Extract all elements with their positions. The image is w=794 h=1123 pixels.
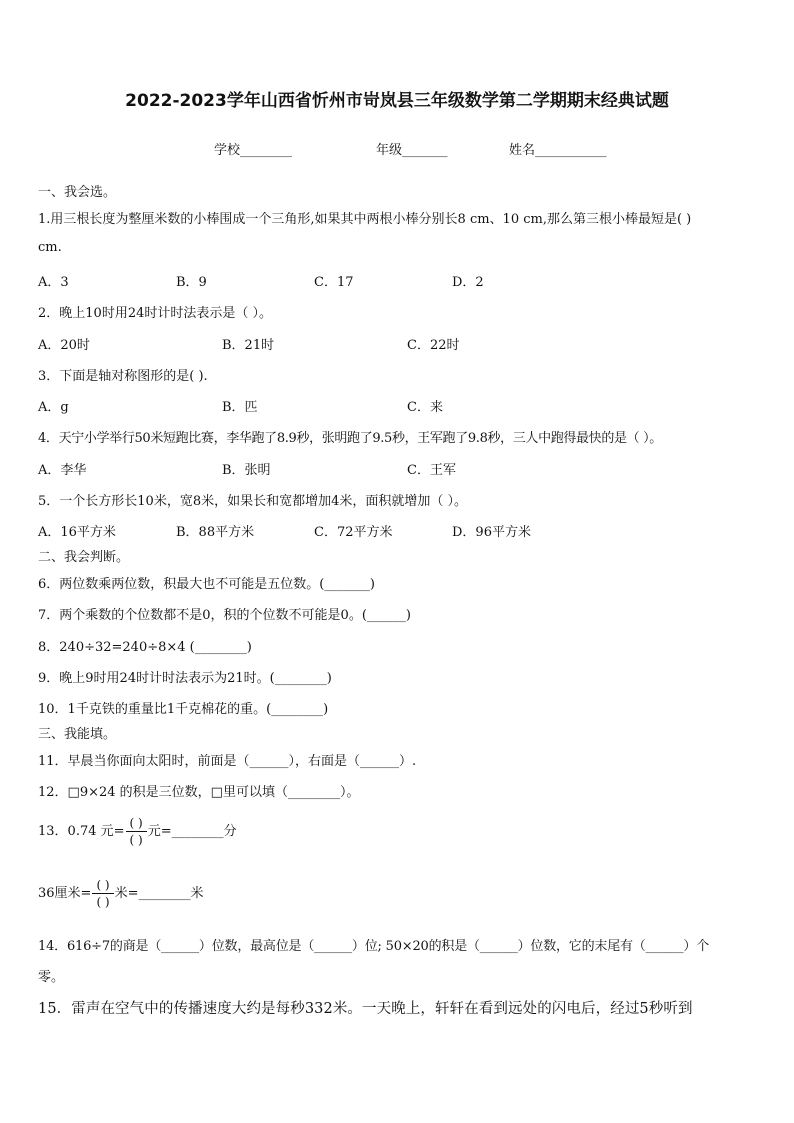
q2-option-b: B．21时 xyxy=(222,338,275,353)
question-14-continued: 零。 xyxy=(38,970,65,985)
section-fill: 三、我能填。 xyxy=(38,727,117,742)
question-2: 2．晚上10时用24时计时法表示是（ ）。 xyxy=(38,306,272,321)
q3-option-b: B．匹 xyxy=(222,400,258,415)
q5-option-a: A．16平方米 xyxy=(38,525,116,540)
q4-option-c: C．王军 xyxy=(407,463,456,478)
section-judge: 二、我会判断。 xyxy=(38,550,130,565)
q3-option-a: A．g xyxy=(38,400,69,415)
q5-option-b: B．88平方米 xyxy=(176,525,255,540)
question-1: 1.用三根长度为整厘米数的小棒围成一个三角形,如果其中两根小棒分别长8 cm、10 cm,那么第三根小棒最短是( ) xyxy=(38,212,692,227)
q13-fraction-denominator: ( ) xyxy=(129,833,143,847)
q13b-fraction xyxy=(92,877,113,910)
q13-prefix: 13．0.74 元= xyxy=(38,824,125,839)
question-13 xyxy=(38,815,237,848)
question-9: 9．晚上9时用24时计时法表示为21时。(________) xyxy=(38,671,332,686)
q1-option-d: D．2 xyxy=(452,275,484,290)
q13b-fraction-denominator: ( ) xyxy=(96,895,110,909)
question-14: 14．616÷7的商是（______）位数，最高位是（______）位; 50×20的积是（______）位数，它的末尾有（______）个 xyxy=(38,939,710,954)
question-4: 4．天宁小学举行50米短跑比赛，李华跑了8.9秒，张明跑了9.5秒，王军跑了9.8秒，三人中跑得最快的是（ ）。 xyxy=(38,431,662,446)
grade-field: 年级_______ xyxy=(376,143,448,158)
question-10: 10．1千克铁的重量比1千克棉花的重。(________) xyxy=(38,702,329,717)
q13-fraction xyxy=(126,815,147,848)
question-5: 5．一个长方形长10米，宽8米，如果长和宽都增加4米，面积就增加（ ）。 xyxy=(38,494,467,509)
q1-option-b: B．9 xyxy=(176,275,207,290)
question-12: 12．□9×24 的积是三位数，□里可以填（________）。 xyxy=(38,785,360,800)
q5-option-d: D．96平方米 xyxy=(452,525,531,540)
q13-fraction-numerator: ( ) xyxy=(126,815,147,832)
question-8: 8．240÷32=240÷8×4 (________) xyxy=(38,640,252,655)
question-3: 3．下面是轴对称图形的是( ). xyxy=(38,369,208,384)
q1-option-c: C．17 xyxy=(314,275,354,290)
question-11: 11．早晨当你面向太阳时，前面是（______），右面是（______）. xyxy=(38,754,417,769)
q3-option-c: C．来 xyxy=(407,400,443,415)
question-15: 15．雷声在空气中的传播速度大约是每秒332米。一天晚上，轩轩在看到远处的闪电后，经过5秒听到 xyxy=(38,1001,693,1017)
q4-option-a: A．李华 xyxy=(38,463,87,478)
question-6: 6．两位数乘两位数，积最大也不可能是五位数。(_______) xyxy=(38,577,375,592)
q13b-prefix: 36厘米= xyxy=(38,886,92,901)
question-13-second xyxy=(38,877,204,910)
page-title: 2022-2023学年山西省忻州市岢岚县三年级数学第二学期期末经典试题 xyxy=(125,91,669,111)
school-field: 学校________ xyxy=(214,143,293,158)
q1-option-a: A．3 xyxy=(38,275,69,290)
q13-suffix: 元=________分 xyxy=(147,824,237,839)
q4-option-b: B．张明 xyxy=(222,463,271,478)
q13b-suffix: 米=________米 xyxy=(114,886,204,901)
q2-option-a: A．20时 xyxy=(38,338,90,353)
question-1-continued: cm. xyxy=(38,240,62,255)
q2-option-c: C．22时 xyxy=(407,338,460,353)
q5-option-c: C．72平方米 xyxy=(314,525,393,540)
section-choose: 一、我会选。 xyxy=(38,185,117,200)
question-7: 7．两个乘数的个位数都不是0，积的个位数不可能是0。(______) xyxy=(38,608,411,623)
name-field: 姓名___________ xyxy=(509,143,607,158)
q13b-fraction-numerator: ( ) xyxy=(92,877,113,894)
